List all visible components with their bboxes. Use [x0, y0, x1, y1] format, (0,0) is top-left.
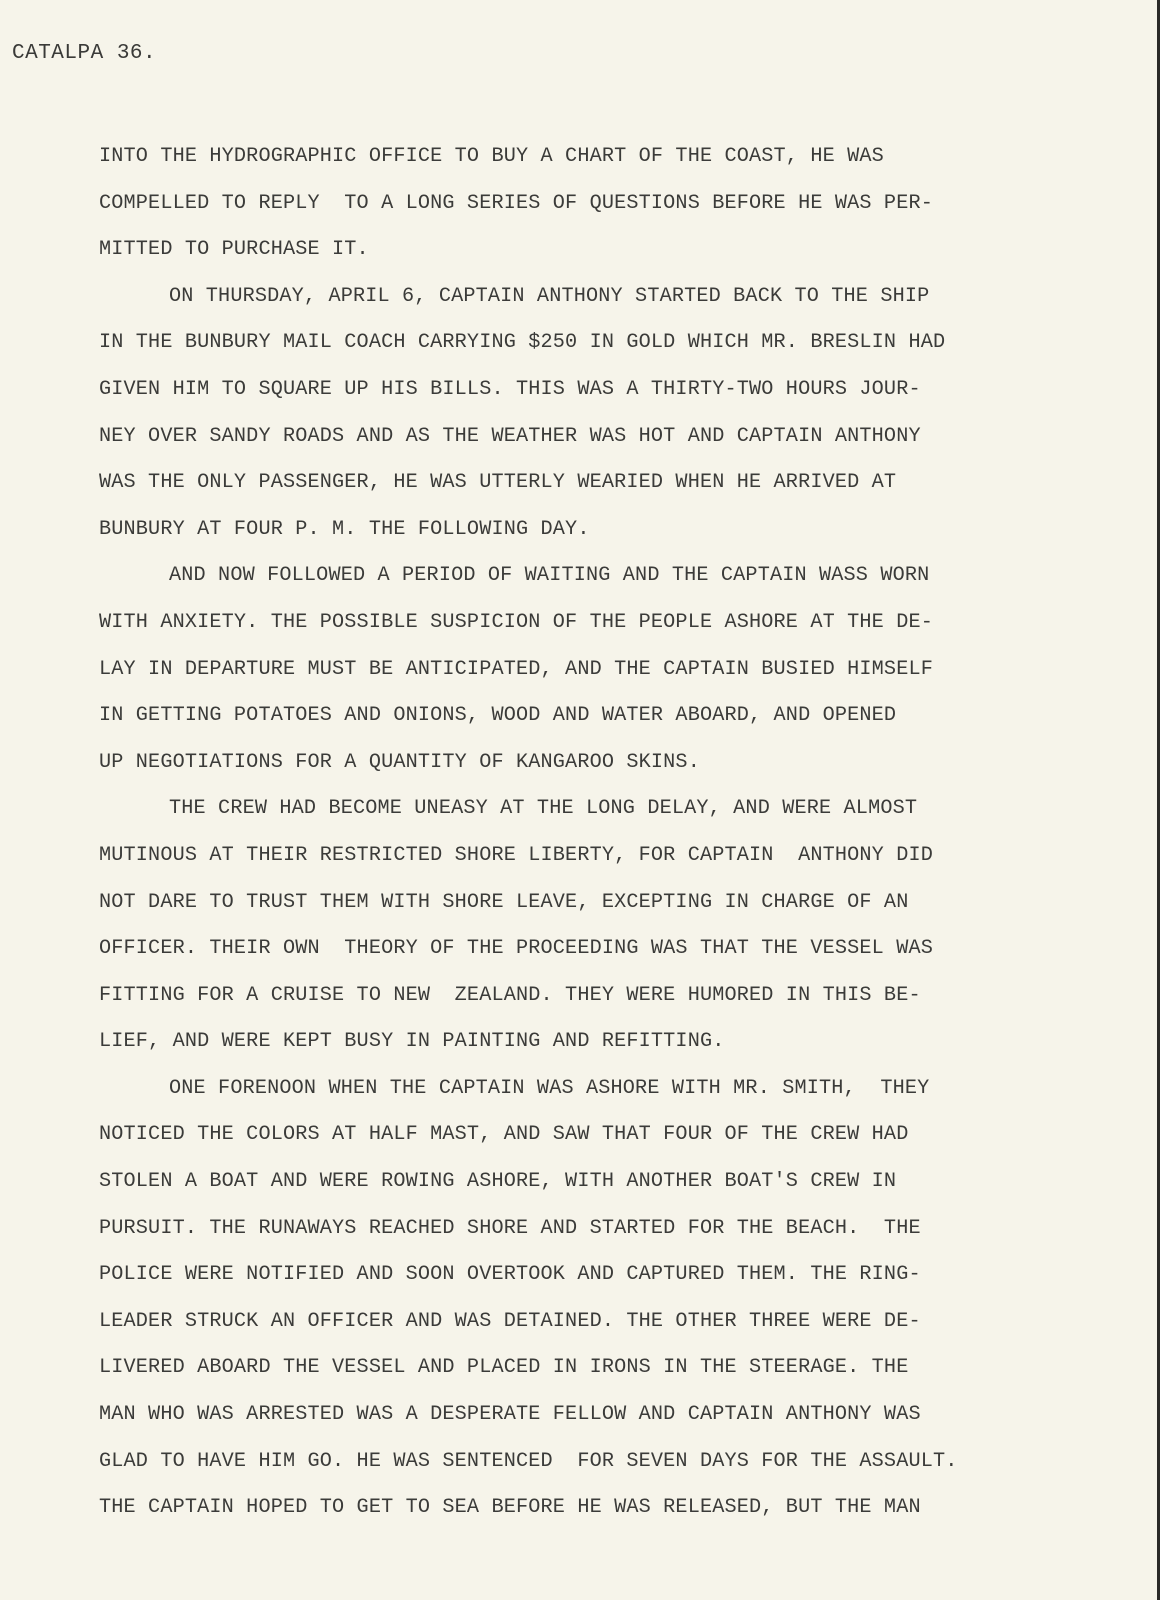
text-line: INTO THE HYDROGRAPHIC OFFICE TO BUY A CHART OF THE COAST, HE WAS	[99, 145, 884, 168]
text-line: WITH ANXIETY. THE POSSIBLE SUSPICION OF THE PEOPLE ASHORE AT THE DE-	[99, 610, 933, 634]
text-line: BUNBURY AT FOUR P. M. THE FOLLOWING DAY.	[99, 517, 590, 541]
text-line: THE CAPTAIN HOPED TO GET TO SEA BEFORE HE WAS RELEASED, BUT THE MAN	[99, 1496, 921, 1520]
text-line: MAN WHO WAS ARRESTED WAS A DESPERATE FELLOW AND CAPTAIN ANTHONY WAS	[99, 1403, 921, 1427]
text-line: WAS THE ONLY PASSENGER, HE WAS UTTERLY WEARIED WHEN HE ARRIVED AT	[99, 471, 897, 495]
text-line: OFFICER. THEIR OWN THEORY OF THE PROCEEDING WAS THAT THE VESSEL WAS	[99, 937, 933, 961]
text-line: PURSUIT. THE RUNAWAYS REACHED SHORE AND STARTED FOR THE BEACH. THE	[99, 1216, 921, 1240]
text-line: IN GETTING POTATOES AND ONIONS, WOOD AND WATER ABOARD, AND OPENED	[99, 704, 897, 728]
text-line: LEADER STRUCK AN OFFICER AND WAS DETAINED. THE OTHER THREE WERE DE-	[99, 1309, 921, 1333]
page-header: CATALPA 36.	[12, 42, 157, 65]
text-line: UP NEGOTIATIONS FOR A QUANTITY OF KANGAROO SKINS.	[99, 750, 700, 774]
text-line: GLAD TO HAVE HIM GO. HE WAS SENTENCED FOR SEVEN DAYS FOR THE ASSAULT.	[99, 1449, 958, 1473]
paragraph-start-line: AND NOW FOLLOWED A PERIOD OF WAITING AND THE CAPTAIN WASS WORN	[169, 564, 930, 588]
text-line: FITTING FOR A CRUISE TO NEW ZEALAND. THEY WERE HUMORED IN THIS BE-	[99, 983, 921, 1007]
text-line: MUTINOUS AT THEIR RESTRICTED SHORE LIBERTY, FOR CAPTAIN ANTHONY DID	[99, 843, 933, 867]
text-line: POLICE WERE NOTIFIED AND SOON OVERTOOK AND CAPTURED THEM. THE RING-	[99, 1263, 921, 1287]
text-line: NOTICED THE COLORS AT HALF MAST, AND SAW THAT FOUR OF THE CREW HAD	[99, 1123, 909, 1147]
paragraph-start-line: ON THURSDAY, APRIL 6, CAPTAIN ANTHONY STARTED BACK TO THE SHIP	[169, 284, 930, 308]
text-line: LAY IN DEPARTURE MUST BE ANTICIPATED, AND THE CAPTAIN BUSIED HIMSELF	[99, 657, 933, 681]
paragraph-start-line: ONE FORENOON WHEN THE CAPTAIN WAS ASHORE WITH MR. SMITH, THEY	[169, 1076, 930, 1100]
text-line: IN THE BUNBURY MAIL COACH CARRYING $250 IN GOLD WHICH MR. BRESLIN HAD	[99, 331, 946, 355]
body-text	[99, 134, 1099, 1532]
text-line: NEY OVER SANDY ROADS AND AS THE WEATHER WAS HOT AND CAPTAIN ANTHONY	[99, 424, 921, 448]
text-line: LIEF, AND WERE KEPT BUSY IN PAINTING AND REFITTING.	[99, 1030, 725, 1054]
paragraph-start-line: THE CREW HAD BECOME UNEASY AT THE LONG DELAY, AND WERE ALMOST	[169, 797, 918, 821]
text-line: GIVEN HIM TO SQUARE UP HIS BILLS. THIS WAS A THIRTY-TWO HOURS JOUR-	[99, 377, 921, 401]
text-line: MITTED TO PURCHASE IT.	[99, 238, 369, 262]
text-line: COMPELLED TO REPLY TO A LONG SERIES OF QUESTIONS BEFORE HE WAS PER-	[99, 191, 933, 215]
text-line: STOLEN A BOAT AND WERE ROWING ASHORE, WITH ANOTHER BOAT'S CREW IN	[99, 1170, 897, 1194]
text-line: LIVERED ABOARD THE VESSEL AND PLACED IN IRONS IN THE STEERAGE. THE	[99, 1356, 909, 1380]
text-line: NOT DARE TO TRUST THEM WITH SHORE LEAVE, EXCEPTING IN CHARGE OF AN	[99, 890, 909, 914]
